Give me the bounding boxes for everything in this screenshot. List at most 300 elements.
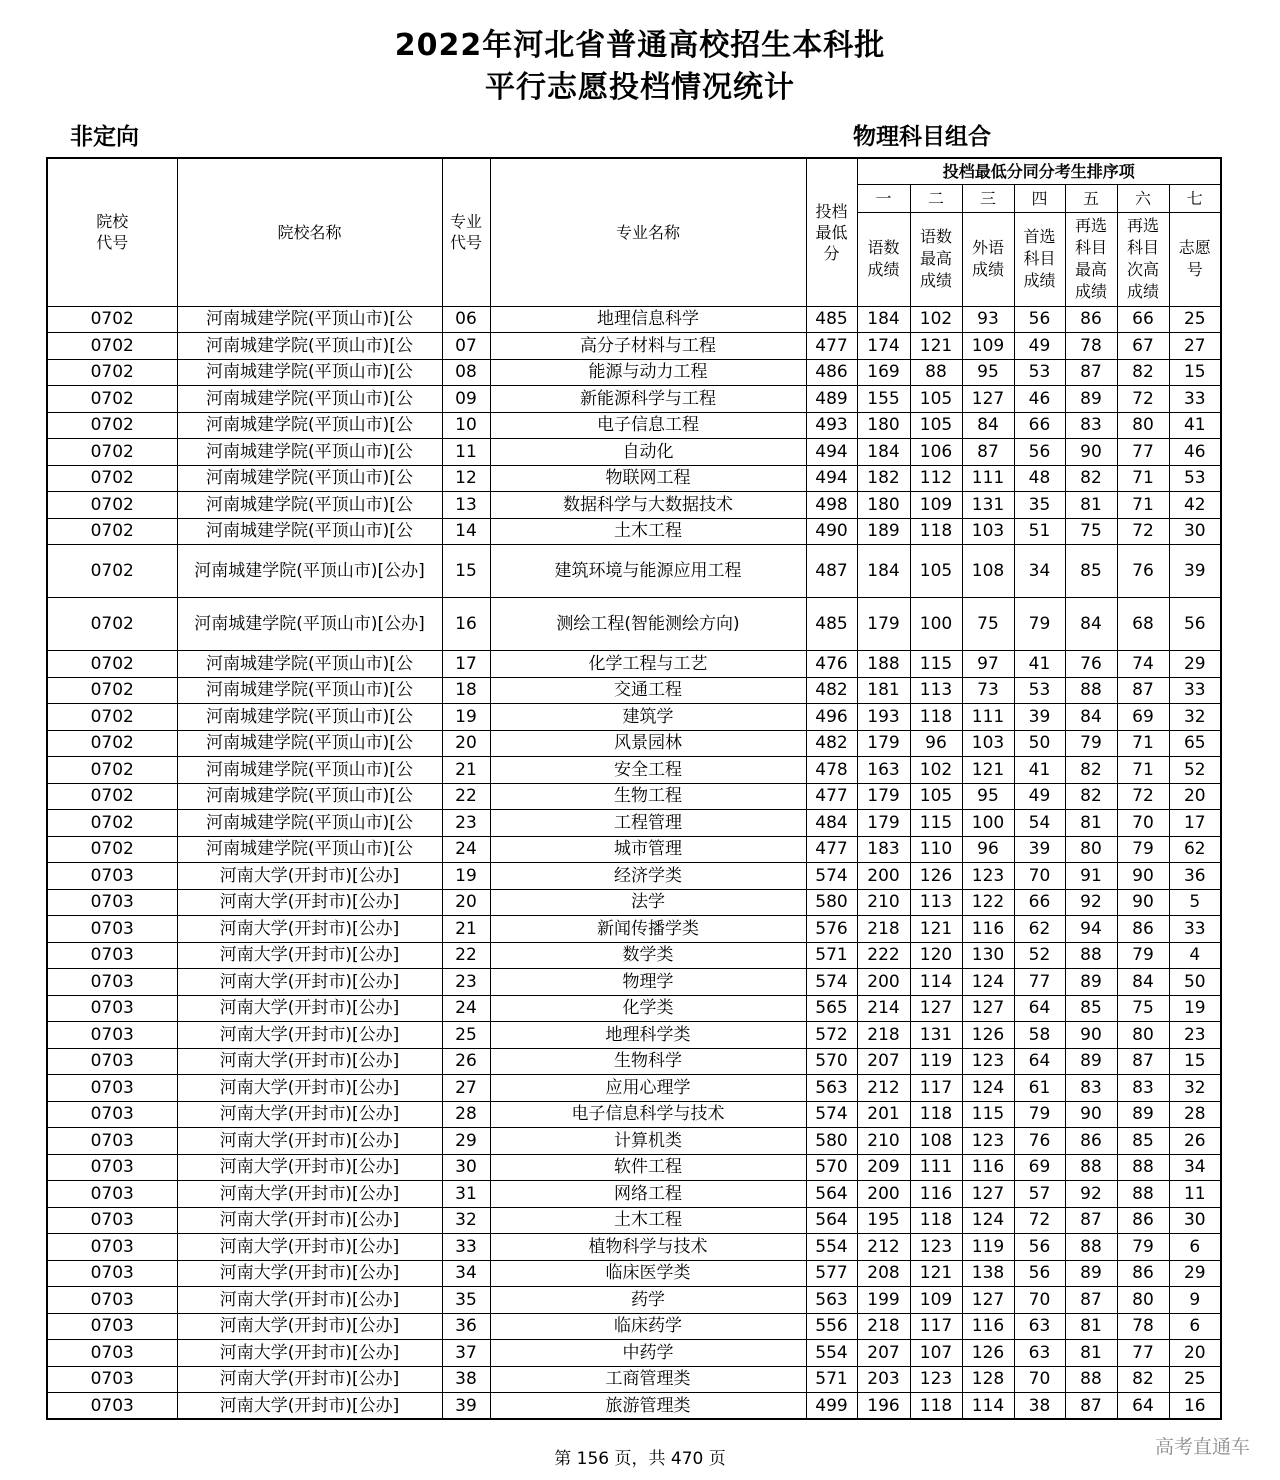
tiebreak-cell-2: 113 [910, 889, 962, 916]
tiebreak-cell-2: 117 [910, 1075, 962, 1102]
school-name-cell: 河南城建学院(平顶山市)[公 [177, 518, 442, 545]
school-name-cell: 河南大学(开封市)[公办] [177, 1101, 442, 1128]
tiebreak-cell-7: 6 [1169, 1313, 1221, 1340]
tiebreak-cell-3: 121 [962, 757, 1014, 784]
min-score-cell: 565 [806, 995, 857, 1022]
school-code-cell: 0703 [47, 1181, 177, 1208]
major-name-cell: 工商管理类 [490, 1366, 806, 1393]
school-code-cell: 0702 [47, 730, 177, 757]
table-row [47, 1128, 1221, 1155]
major-code-cell: 09 [442, 386, 490, 413]
school-code-cell: 0702 [47, 677, 177, 704]
tiebreak-cell-2: 105 [910, 412, 962, 439]
min-score-cell: 494 [806, 465, 857, 492]
major-name-cell: 药学 [490, 1287, 806, 1314]
tiebreak-cell-7: 17 [1169, 810, 1221, 837]
school-code-cell: 0703 [47, 1340, 177, 1367]
page-subtitle: 平行志愿投档情况统计 [485, 70, 795, 105]
tiebreak-cell-2: 118 [910, 1101, 962, 1128]
page-title: 2022年河北省普通高校招生本科批 [394, 28, 886, 63]
tiebreak-cell-7: 42 [1169, 492, 1221, 519]
tiebreak-cell-7: 39 [1169, 545, 1221, 598]
tiebreak-cell-3: 103 [962, 730, 1014, 757]
tiebreak-cell-1: 188 [857, 651, 910, 678]
min-score-cell: 580 [806, 889, 857, 916]
major-name-cell: 高分子材料与工程 [490, 333, 806, 360]
tiebreak-cell-6: 72 [1117, 783, 1169, 810]
tiebreak-cell-3: 128 [962, 1366, 1014, 1393]
major-code-cell: 29 [442, 1128, 490, 1155]
tiebreak-cell-6: 78 [1117, 1313, 1169, 1340]
school-code-cell: 0703 [47, 1287, 177, 1314]
header-major-code: 专业代号 [442, 158, 490, 306]
school-name-cell: 河南大学(开封市)[公办] [177, 1393, 442, 1420]
table-row [47, 704, 1221, 731]
table-row [47, 730, 1221, 757]
tiebreak-cell-1: 203 [857, 1366, 910, 1393]
tiebreak-cell-5: 89 [1065, 1048, 1117, 1075]
tiebreak-cell-5: 86 [1065, 306, 1117, 333]
major-code-cell: 08 [442, 359, 490, 386]
tiebreak-cell-3: 131 [962, 492, 1014, 519]
major-code-cell: 35 [442, 1287, 490, 1314]
min-score-cell: 477 [806, 783, 857, 810]
school-name-cell: 河南城建学院(平顶山市)[公 [177, 492, 442, 519]
tiebreak-cell-4: 54 [1014, 810, 1065, 837]
tiebreak-cell-1: 179 [857, 810, 910, 837]
tiebreak-cell-1: 196 [857, 1393, 910, 1420]
tiebreak-cell-6: 76 [1117, 545, 1169, 598]
min-score-cell: 498 [806, 492, 857, 519]
page-footer: 第 156 页，共 470 页 [554, 1449, 726, 1469]
tiebreak-cell-7: 36 [1169, 863, 1221, 890]
school-code-cell: 0702 [47, 836, 177, 863]
tiebreak-cell-3: 124 [962, 1207, 1014, 1234]
tiebreak-cell-5: 89 [1065, 1260, 1117, 1287]
table-row [47, 492, 1221, 519]
tiebreak-cell-7: 33 [1169, 386, 1221, 413]
header-major-name: 专业名称 [490, 158, 806, 306]
table-row [47, 1287, 1221, 1314]
tiebreak-cell-5: 88 [1065, 677, 1117, 704]
school-name-cell: 河南城建学院(平顶山市)[公 [177, 810, 442, 837]
major-code-cell: 11 [442, 439, 490, 466]
tiebreak-cell-3: 123 [962, 1128, 1014, 1155]
major-name-cell: 能源与动力工程 [490, 359, 806, 386]
tiebreak-cell-5: 81 [1065, 1313, 1117, 1340]
tiebreak-cell-3: 95 [962, 783, 1014, 810]
major-code-cell: 30 [442, 1154, 490, 1181]
major-code-cell: 07 [442, 333, 490, 360]
tiebreak-cell-3: 138 [962, 1260, 1014, 1287]
min-score-cell: 571 [806, 942, 857, 969]
min-score-cell: 574 [806, 1101, 857, 1128]
tiebreak-cell-3: 75 [962, 598, 1014, 651]
tiebreak-cell-2: 121 [910, 333, 962, 360]
school-name-cell: 河南城建学院(平顶山市)[公 [177, 836, 442, 863]
major-name-cell: 自动化 [490, 439, 806, 466]
min-score-cell: 484 [806, 810, 857, 837]
tiebreak-cell-1: 207 [857, 1340, 910, 1367]
table-row [47, 598, 1221, 651]
tiebreak-cell-4: 53 [1014, 677, 1065, 704]
tiebreak-cell-4: 66 [1014, 412, 1065, 439]
school-code-cell: 0702 [47, 651, 177, 678]
table-row [47, 545, 1221, 598]
tiebreak-cell-2: 120 [910, 942, 962, 969]
tiebreak-cell-2: 118 [910, 1207, 962, 1234]
tiebreak-cell-6: 86 [1117, 916, 1169, 943]
tiebreak-cell-7: 46 [1169, 439, 1221, 466]
tiebreak-cell-3: 127 [962, 1287, 1014, 1314]
tiebreak-cell-6: 79 [1117, 836, 1169, 863]
tiebreak-cell-5: 88 [1065, 1234, 1117, 1261]
tiebreak-cell-2: 100 [910, 598, 962, 651]
tiebreak-cell-3: 114 [962, 1393, 1014, 1420]
school-code-cell: 0702 [47, 757, 177, 784]
school-name-cell: 河南大学(开封市)[公办] [177, 969, 442, 996]
tiebreak-cell-7: 20 [1169, 1340, 1221, 1367]
min-score-cell: 487 [806, 545, 857, 598]
header-order-6: 六 [1117, 184, 1169, 212]
school-name-cell: 河南城建学院(平顶山市)[公 [177, 333, 442, 360]
min-score-cell: 564 [806, 1207, 857, 1234]
major-name-cell: 安全工程 [490, 757, 806, 784]
header-tiebreak-2: 语数最高成绩 [910, 212, 962, 306]
table-row [47, 1366, 1221, 1393]
min-score-cell: 570 [806, 1154, 857, 1181]
major-name-cell: 物联网工程 [490, 465, 806, 492]
tiebreak-cell-3: 127 [962, 386, 1014, 413]
school-code-cell: 0702 [47, 598, 177, 651]
tiebreak-cell-1: 212 [857, 1234, 910, 1261]
tiebreak-cell-4: 79 [1014, 598, 1065, 651]
tiebreak-cell-6: 80 [1117, 1287, 1169, 1314]
tiebreak-cell-5: 89 [1065, 969, 1117, 996]
tiebreak-cell-1: 180 [857, 492, 910, 519]
school-name-cell: 河南城建学院(平顶山市)[公 [177, 704, 442, 731]
tiebreak-cell-4: 62 [1014, 916, 1065, 943]
tiebreak-cell-3: 127 [962, 995, 1014, 1022]
tiebreak-cell-6: 87 [1117, 677, 1169, 704]
tiebreak-cell-7: 16 [1169, 1393, 1221, 1420]
tiebreak-cell-4: 72 [1014, 1207, 1065, 1234]
major-code-cell: 37 [442, 1340, 490, 1367]
tiebreak-cell-2: 118 [910, 518, 962, 545]
tiebreak-cell-2: 115 [910, 810, 962, 837]
tiebreak-cell-2: 105 [910, 783, 962, 810]
tiebreak-cell-4: 39 [1014, 704, 1065, 731]
tiebreak-cell-5: 87 [1065, 1393, 1117, 1420]
major-code-cell: 14 [442, 518, 490, 545]
tiebreak-cell-4: 63 [1014, 1313, 1065, 1340]
tiebreak-cell-2: 112 [910, 465, 962, 492]
tiebreak-cell-3: 111 [962, 704, 1014, 731]
tiebreak-cell-7: 62 [1169, 836, 1221, 863]
school-name-cell: 河南大学(开封市)[公办] [177, 1075, 442, 1102]
tiebreak-cell-3: 93 [962, 306, 1014, 333]
school-code-cell: 0703 [47, 916, 177, 943]
school-name-cell: 河南城建学院(平顶山市)[公办] [177, 598, 442, 651]
school-name-cell: 河南大学(开封市)[公办] [177, 942, 442, 969]
tiebreak-cell-2: 131 [910, 1022, 962, 1049]
school-code-cell: 0703 [47, 863, 177, 890]
tiebreak-cell-5: 84 [1065, 704, 1117, 731]
min-score-cell: 490 [806, 518, 857, 545]
school-name-cell: 河南大学(开封市)[公办] [177, 995, 442, 1022]
tiebreak-cell-3: 95 [962, 359, 1014, 386]
table-row [47, 1022, 1221, 1049]
school-name-cell: 河南城建学院(平顶山市)[公 [177, 730, 442, 757]
header-tiebreak-3: 外语成绩 [962, 212, 1014, 306]
tiebreak-cell-5: 84 [1065, 598, 1117, 651]
tiebreak-cell-3: 126 [962, 1340, 1014, 1367]
major-code-cell: 20 [442, 730, 490, 757]
tiebreak-cell-6: 75 [1117, 995, 1169, 1022]
major-code-cell: 38 [442, 1366, 490, 1393]
major-name-cell: 土木工程 [490, 518, 806, 545]
school-name-cell: 河南大学(开封市)[公办] [177, 1181, 442, 1208]
tiebreak-cell-5: 92 [1065, 889, 1117, 916]
major-name-cell: 物理学 [490, 969, 806, 996]
major-code-cell: 18 [442, 677, 490, 704]
tiebreak-cell-5: 91 [1065, 863, 1117, 890]
tiebreak-cell-4: 41 [1014, 651, 1065, 678]
tiebreak-cell-1: 210 [857, 889, 910, 916]
tiebreak-cell-1: 218 [857, 1313, 910, 1340]
tiebreak-cell-7: 20 [1169, 783, 1221, 810]
school-code-cell: 0703 [47, 1393, 177, 1420]
tiebreak-cell-3: 97 [962, 651, 1014, 678]
tiebreak-cell-4: 56 [1014, 1260, 1065, 1287]
tiebreak-cell-1: 222 [857, 942, 910, 969]
school-name-cell: 河南大学(开封市)[公办] [177, 1207, 442, 1234]
school-name-cell: 河南城建学院(平顶山市)[公 [177, 677, 442, 704]
tiebreak-cell-2: 109 [910, 1287, 962, 1314]
tiebreak-cell-3: 127 [962, 1181, 1014, 1208]
tiebreak-cell-6: 74 [1117, 651, 1169, 678]
tiebreak-cell-6: 71 [1117, 492, 1169, 519]
school-code-cell: 0703 [47, 1207, 177, 1234]
min-score-cell: 477 [806, 333, 857, 360]
tiebreak-cell-6: 79 [1117, 942, 1169, 969]
table-row [47, 1207, 1221, 1234]
tiebreak-cell-5: 81 [1065, 810, 1117, 837]
tiebreak-cell-5: 90 [1065, 439, 1117, 466]
table-row [47, 995, 1221, 1022]
table-row [47, 1234, 1221, 1261]
tiebreak-cell-3: 100 [962, 810, 1014, 837]
tiebreak-cell-6: 64 [1117, 1393, 1169, 1420]
min-score-cell: 554 [806, 1234, 857, 1261]
tiebreak-cell-7: 41 [1169, 412, 1221, 439]
tiebreak-cell-6: 90 [1117, 889, 1169, 916]
school-code-cell: 0703 [47, 1048, 177, 1075]
table-row [47, 651, 1221, 678]
tiebreak-cell-7: 29 [1169, 651, 1221, 678]
min-score-cell: 554 [806, 1340, 857, 1367]
tiebreak-cell-7: 29 [1169, 1260, 1221, 1287]
tiebreak-cell-4: 70 [1014, 1366, 1065, 1393]
table-row [47, 412, 1221, 439]
school-name-cell: 河南大学(开封市)[公办] [177, 1366, 442, 1393]
tiebreak-cell-5: 87 [1065, 1207, 1117, 1234]
min-score-cell: 570 [806, 1048, 857, 1075]
major-code-cell: 19 [442, 704, 490, 731]
school-code-cell: 0703 [47, 1022, 177, 1049]
tiebreak-cell-3: 126 [962, 1022, 1014, 1049]
tiebreak-cell-7: 15 [1169, 1048, 1221, 1075]
table-row [47, 1260, 1221, 1287]
school-code-cell: 0702 [47, 333, 177, 360]
tiebreak-cell-2: 118 [910, 704, 962, 731]
tiebreak-cell-4: 38 [1014, 1393, 1065, 1420]
header-tiebreak-4: 首选科目成绩 [1014, 212, 1065, 306]
tiebreak-cell-7: 30 [1169, 518, 1221, 545]
tiebreak-cell-3: 124 [962, 969, 1014, 996]
tiebreak-cell-1: 212 [857, 1075, 910, 1102]
tiebreak-cell-1: 179 [857, 730, 910, 757]
tiebreak-cell-2: 109 [910, 492, 962, 519]
major-name-cell: 电子信息工程 [490, 412, 806, 439]
major-name-cell: 测绘工程(智能测绘方向) [490, 598, 806, 651]
tiebreak-cell-1: 183 [857, 836, 910, 863]
tiebreak-cell-5: 78 [1065, 333, 1117, 360]
major-name-cell: 化学工程与工艺 [490, 651, 806, 678]
tiebreak-cell-2: 102 [910, 306, 962, 333]
header-order-5: 五 [1065, 184, 1117, 212]
tiebreak-cell-6: 88 [1117, 1181, 1169, 1208]
tiebreak-cell-1: 184 [857, 439, 910, 466]
tiebreak-cell-1: 184 [857, 545, 910, 598]
min-score-cell: 499 [806, 1393, 857, 1420]
tiebreak-cell-6: 69 [1117, 704, 1169, 731]
major-code-cell: 22 [442, 783, 490, 810]
major-code-cell: 23 [442, 969, 490, 996]
tiebreak-cell-2: 116 [910, 1181, 962, 1208]
major-code-cell: 22 [442, 942, 490, 969]
header-order-1: 一 [857, 184, 910, 212]
tiebreak-cell-5: 88 [1065, 942, 1117, 969]
min-score-cell: 574 [806, 863, 857, 890]
major-name-cell: 中药学 [490, 1340, 806, 1367]
min-score-cell: 556 [806, 1313, 857, 1340]
tiebreak-cell-7: 32 [1169, 704, 1221, 731]
tiebreak-cell-2: 111 [910, 1154, 962, 1181]
min-score-cell: 494 [806, 439, 857, 466]
major-code-cell: 20 [442, 889, 490, 916]
major-name-cell: 数据科学与大数据技术 [490, 492, 806, 519]
school-name-cell: 河南城建学院(平顶山市)[公 [177, 439, 442, 466]
school-name-cell: 河南大学(开封市)[公办] [177, 916, 442, 943]
header-school-name: 院校名称 [177, 158, 442, 306]
major-code-cell: 28 [442, 1101, 490, 1128]
major-code-cell: 06 [442, 306, 490, 333]
tiebreak-cell-5: 87 [1065, 1287, 1117, 1314]
school-code-cell: 0702 [47, 810, 177, 837]
table-row [47, 836, 1221, 863]
school-code-cell: 0702 [47, 386, 177, 413]
header-min-score: 投档最低分 [806, 158, 857, 306]
tiebreak-cell-5: 81 [1065, 1340, 1117, 1367]
header-tiebreak-5: 再选科目最高成绩 [1065, 212, 1117, 306]
tiebreak-cell-4: 76 [1014, 1128, 1065, 1155]
tiebreak-cell-6: 82 [1117, 1366, 1169, 1393]
min-score-cell: 478 [806, 757, 857, 784]
tiebreak-cell-7: 33 [1169, 916, 1221, 943]
tiebreak-cell-4: 64 [1014, 1048, 1065, 1075]
tiebreak-cell-6: 71 [1117, 757, 1169, 784]
major-name-cell: 建筑学 [490, 704, 806, 731]
tiebreak-cell-7: 11 [1169, 1181, 1221, 1208]
header-tiebreak-1: 语数成绩 [857, 212, 910, 306]
tiebreak-cell-3: 109 [962, 333, 1014, 360]
tiebreak-cell-6: 71 [1117, 465, 1169, 492]
min-score-cell: 476 [806, 651, 857, 678]
school-name-cell: 河南大学(开封市)[公办] [177, 1313, 442, 1340]
table-row [47, 1393, 1221, 1420]
tiebreak-cell-3: 115 [962, 1101, 1014, 1128]
tiebreak-cell-5: 94 [1065, 916, 1117, 943]
tiebreak-cell-2: 107 [910, 1340, 962, 1367]
tiebreak-cell-1: 193 [857, 704, 910, 731]
tiebreak-cell-1: 174 [857, 333, 910, 360]
header-tiebreak-6: 再选科目次高成绩 [1117, 212, 1169, 306]
tiebreak-cell-3: 103 [962, 518, 1014, 545]
school-name-cell: 河南城建学院(平顶山市)[公办] [177, 545, 442, 598]
school-code-cell: 0703 [47, 1101, 177, 1128]
header-order-2: 二 [910, 184, 962, 212]
table-row [47, 783, 1221, 810]
major-name-cell: 工程管理 [490, 810, 806, 837]
tiebreak-cell-6: 82 [1117, 359, 1169, 386]
major-name-cell: 数学类 [490, 942, 806, 969]
tiebreak-cell-3: 116 [962, 916, 1014, 943]
tiebreak-cell-2: 115 [910, 651, 962, 678]
school-name-cell: 河南城建学院(平顶山市)[公 [177, 359, 442, 386]
tiebreak-cell-2: 96 [910, 730, 962, 757]
tiebreak-cell-4: 58 [1014, 1022, 1065, 1049]
school-code-cell: 0702 [47, 518, 177, 545]
tiebreak-cell-4: 79 [1014, 1101, 1065, 1128]
min-score-cell: 571 [806, 1366, 857, 1393]
header-tiebreak-7: 志愿号 [1169, 212, 1221, 306]
school-name-cell: 河南城建学院(平顶山市)[公 [177, 783, 442, 810]
school-name-cell: 河南大学(开封市)[公办] [177, 1022, 442, 1049]
min-score-cell: 486 [806, 359, 857, 386]
major-code-cell: 21 [442, 916, 490, 943]
major-name-cell: 化学类 [490, 995, 806, 1022]
major-name-cell: 经济学类 [490, 863, 806, 890]
tiebreak-cell-4: 46 [1014, 386, 1065, 413]
tiebreak-cell-6: 72 [1117, 386, 1169, 413]
school-name-cell: 河南大学(开封市)[公办] [177, 1340, 442, 1367]
major-name-cell: 建筑环境与能源应用工程 [490, 545, 806, 598]
school-code-cell: 0703 [47, 969, 177, 996]
tiebreak-cell-5: 86 [1065, 1128, 1117, 1155]
tiebreak-cell-7: 56 [1169, 598, 1221, 651]
tiebreak-cell-4: 34 [1014, 545, 1065, 598]
major-code-cell: 34 [442, 1260, 490, 1287]
min-score-cell: 574 [806, 969, 857, 996]
major-code-cell: 33 [442, 1234, 490, 1261]
tiebreak-cell-6: 88 [1117, 1154, 1169, 1181]
tiebreak-cell-3: 87 [962, 439, 1014, 466]
tiebreak-cell-2: 126 [910, 863, 962, 890]
tiebreak-cell-1: 179 [857, 783, 910, 810]
major-name-cell: 植物科学与技术 [490, 1234, 806, 1261]
min-score-cell: 563 [806, 1075, 857, 1102]
